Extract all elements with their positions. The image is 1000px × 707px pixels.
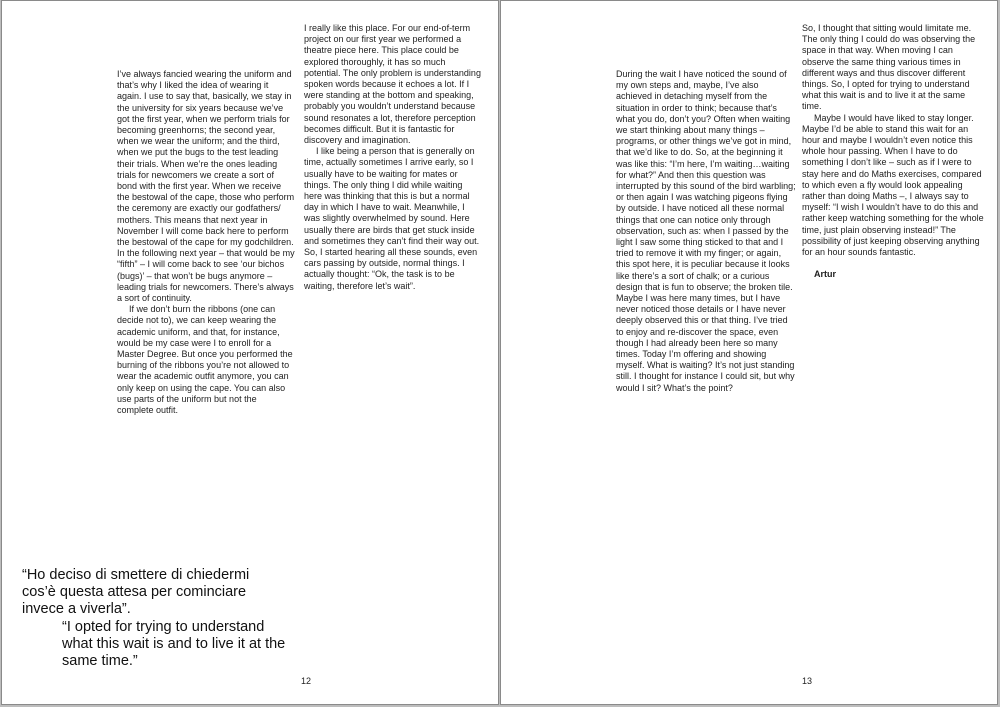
right-page bbox=[500, 0, 998, 705]
author-signature: Artur bbox=[814, 269, 836, 280]
left-text-column-1 bbox=[117, 69, 295, 416]
paragraph: During the wait I have noticed the sound of my own steps and, maybe, I’ve also achieved in detaching myself from the situation in order to think; because that’s what you do, don’t you? Often when waiting we start thinking about many things – programs, or other things we’ve got in mind, that we’d like to do. So, at the beginning it was like this: “I’m here, I’m waiting…waiting for what?” And then this question was interrupted by this sound of the bird warbling; or then again I was watching pigeons flying by outside. I have noticed all these normal things that one can notice only through observation, such as: when I passed by the light I saw some thing sticked to that and I tried to remove it with my finger; or again, this spot here, it is peculiar because it looks like there’s a sort of chalk; or a curious design that is fun to observe; the broken tile. Maybe I was here many times, but I have never noticed those details or I have never deeply observed this or that thing. I’ve tried to enjoy and re-discover the space, even though I had already been here so many times. Today I’m offering and showing myself. What is waiting? It’s not just standing still. I thought for instance I could sit, but why would I sit? What’s the point? bbox=[616, 69, 796, 393]
pull-quote-italian: “Ho deciso di smettere di chiedermi cos’è questa attesa per cominciare invece a viverla”. bbox=[22, 567, 250, 617]
paragraph: I like being a person that is generally on time, actually sometimes I arrive early, so I usually have to be waiting for mates or things. The only thing I did while waiting here was thinking that this is but a normal day in which I have to wait. Meanwhile, I was slightly overwhelmed by sound. Here usually there are birds that get stuck inside and sometimes they can’t find their way out. So, I started hearing all these sounds, even cars passing by outside, normal things. I actually thought: “Ok, the task is to be waiting, therefore let’s wait”. bbox=[304, 146, 480, 291]
right-text-column-1 bbox=[616, 69, 796, 394]
paragraph: I really like this place. For our end-of-term project on our first year we performed a theatre piece here. This place could be explored thoroughly, it has so much potential. The only problem is understanding spoken words because it echoes a lot. If I were standing at the bottom and speaking, probably you wouldn’t understand because sound resonates a lot, therefore perception becomes difficult. But it is fantastic for discovery and imagination. bbox=[304, 23, 481, 146]
paragraph: I’ve always fancied wearing the uniform and that’s why I liked the idea of wearing it again. I use to say that, basically, we stay in the university for six years because we’ve got the first year, when we perform trials for becoming greenhorns; the second year, when we wear the uniform; and the third, when we put the bugs to the test leading their trials. When we’re the ones leading trials for newcomers we create a sort of bond with the first year. When we receive the bestowal of the cape, those who perform the ceremony are exactly our godfathers/ mothers. This means that next year in November I will come back here to perform the bestowal of the cape for my godchildren. In the following next year – that would be my “fifth” – I will come back to see ‘our bichos (bugs)’ – that won’t be bugs anymore – leading trials for newcomers. There’s always a sort of continuity. bbox=[117, 69, 295, 304]
page-number: 13 bbox=[802, 676, 813, 686]
page-number: 12 bbox=[301, 676, 312, 686]
paragraph: So, I thought that sitting would limitate me. The only thing I could do was observing the space in that way. When moving I can observe the same thing various times in different ways and thus discover different things. So, I opted for trying to understand what this wait is and to live it at the same time. bbox=[802, 23, 976, 112]
paragraph: Maybe I would have liked to stay longer. Maybe I’d be able to stand this wait for an hour and maybe I wouldn’t even notice this whole hour passing. When I have to do something I don’t like – such as if I were to stay here and do Maths exercises, compared to which even a fly would look appealing rather than doing Maths –, I always say to myself: “I wish I wouldn’t have to do this and rather keep watching something for the whole time, just plain observing instead!” The possibility of just keeping observing anything for an hour sounds fantastic. bbox=[802, 112, 984, 258]
right-text-column-2 bbox=[802, 23, 984, 280]
left-page bbox=[1, 0, 499, 705]
left-text-column-2 bbox=[304, 23, 482, 292]
pull-quote-english: “I opted for trying to understand what this wait is and to live it at the same time.” bbox=[62, 619, 286, 669]
paragraph: If we don’t burn the ribbons (one can decide not to), we can keep wearing the academic uniform, and that, for instance, would be my case were I to enroll for a Master Degree. But once you performed the burning of the ribbons you’re not allowed to wear the academic outfit anymore, you can only keep on using the cape. You can also use parts of the uniform but not the complete outfit. bbox=[117, 304, 293, 416]
